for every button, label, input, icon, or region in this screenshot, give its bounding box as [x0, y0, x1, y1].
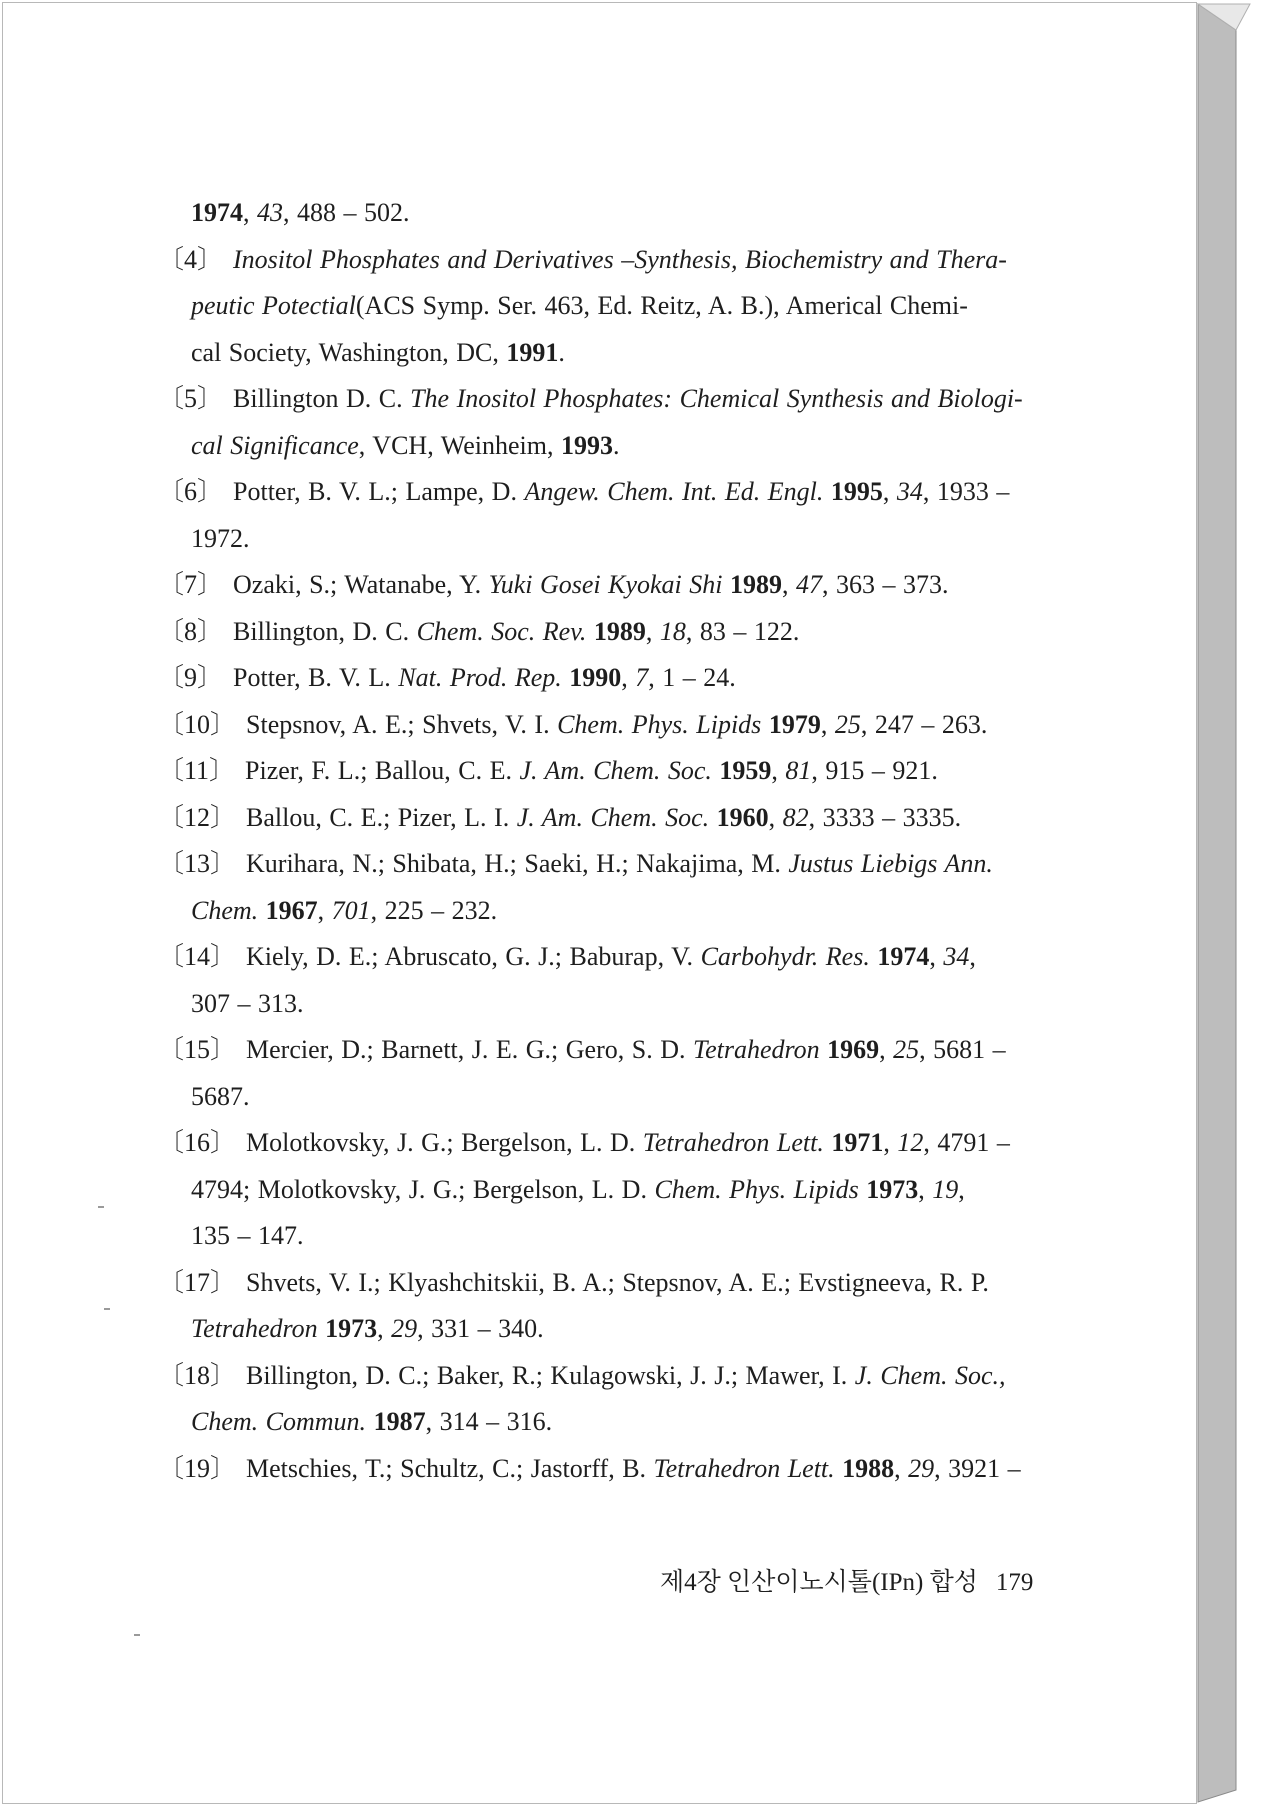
- reference-item-11: 〔11〕 Pizer, F. L.; Ballou, C. E. J. Am. Chem. Soc. 1959, 81, 915 – 921.: [158, 756, 938, 785]
- reference-item-4: 〔4〕 Inositol Phosphates and Derivatives –Synthesis, Biochemistry and Thera- peutic Potectial(ACS Symp. Ser. 463, Ed. Reitz, A. B.), Americal Chemi- cal Society, Washington, DC, 1991.: [158, 244, 1007, 367]
- reference-item-16: 〔16〕 Molotkovsky, J. G.; Bergelson, L. D. Tetrahedron Lett. 1971, 12, 4791 – 4794; Molotkovsky, J. G.; Bergelson, L. D. Chem. Phys. Lipids 1973, 19, 135 – 147.: [158, 1128, 1010, 1250]
- reference-item-15: 〔15〕 Mercier, D.; Barnett, J. E. G.; Gero, S. D. Tetrahedron 1969, 25, 5681 – 5687.: [158, 1035, 1006, 1111]
- scan-speck: [104, 1308, 110, 1310]
- reference-item-5: 〔5〕 Billington D. C. The Inositol Phosphates: Chemical Synthesis and Biologi- cal Significance, VCH, Weinheim, 1993.: [158, 384, 1023, 460]
- reference-item-12: 〔12〕 Ballou, C. E.; Pizer, L. I. J. Am. Chem. Soc. 1960, 82, 3333 – 3335.: [158, 802, 962, 832]
- ref-3-continuation: 1974, 43, 488 – 502.: [191, 198, 410, 227]
- scan-speck: [134, 1634, 140, 1636]
- reference-item-18: 〔18〕 Billington, D. C.; Baker, R.; Kulagowski, J. J.; Mawer, I. J. Chem. Soc., Chem. Commun. 1987, 314 – 316.: [158, 1360, 1006, 1436]
- scan-speck: [98, 1206, 104, 1208]
- reference-item-17: 〔17〕 Shvets, V. I.; Klyashchitskii, B. A.; Stepsnov, A. E.; Evstigneeva, R. P. Tetrahedron 1973, 29, 331 – 340.: [158, 1267, 989, 1343]
- page-edge-3d: [1190, 0, 1284, 1806]
- reference-item-6: 〔6〕 Potter, B. V. L.; Lampe, D. Angew. Chem. Int. Ed. Engl. 1995, 34, 1933 – 1972.: [158, 477, 1010, 553]
- reference-item-14: 〔14〕 Kiely, D. E.; Abruscato, G. J.; Baburap, V. Carbohydr. Res. 1974, 34, 307 – 313.: [158, 942, 976, 1018]
- reference-item-13: 〔13〕 Kurihara, N.; Shibata, H.; Saeki, H.; Nakajima, M. Justus Liebigs Ann. Chem. 1967, 701, 225 – 232.: [158, 849, 993, 925]
- reference-item-9: 〔9〕 Potter, B. V. L. Nat. Prod. Rep. 1990, 7, 1 – 24.: [158, 663, 736, 692]
- reference-item-10: 〔10〕 Stepsnov, A. E.; Shvets, V. I. Chem. Phys. Lipids 1979, 25, 247 – 263.: [158, 709, 988, 739]
- reference-list: [158, 190, 1058, 1492]
- chapter-title: 제4장 인산이노시톨(IPn) 합성: [660, 1569, 978, 1596]
- reference-item-8: 〔8〕 Billington, D. C. Chem. Soc. Rev. 1989, 18, 83 – 122.: [158, 616, 800, 646]
- reference-item-19: 〔19〕 Metschies, T.; Schultz, C.; Jastorff, B. Tetrahedron Lett. 1988, 29, 3921 –: [158, 1453, 1021, 1483]
- page-footer: [660, 1562, 1033, 1598]
- page-number: 179: [995, 1569, 1034, 1596]
- reference-item-7: 〔7〕 Ozaki, S.; Watanabe, Y. Yuki Gosei Kyokai Shi 1989, 47, 363 – 373.: [158, 570, 949, 599]
